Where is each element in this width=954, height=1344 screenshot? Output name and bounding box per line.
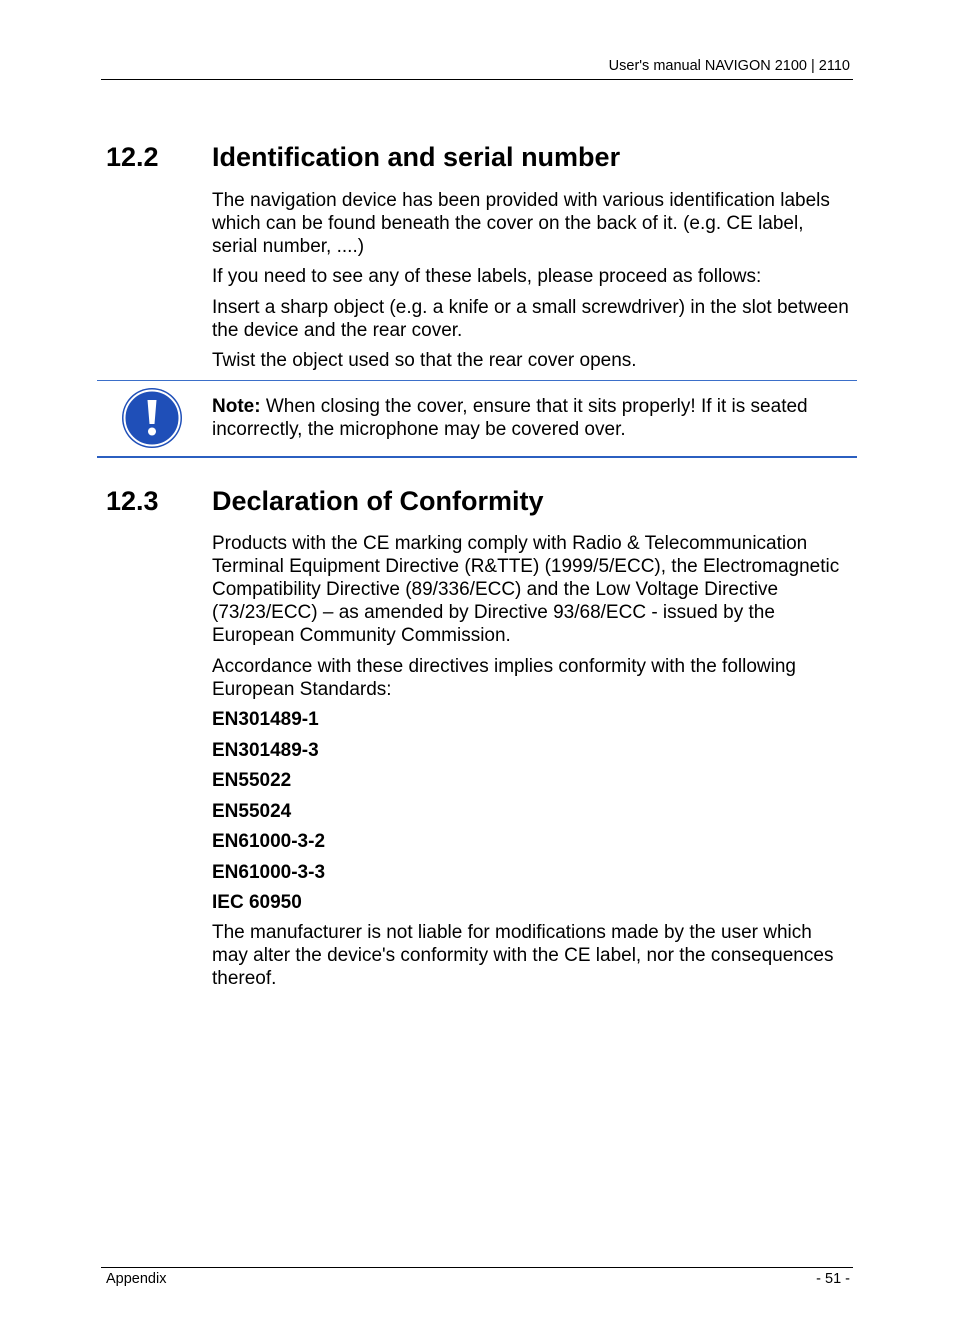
section-number: 12.3 bbox=[106, 486, 159, 516]
standard-item: EN55024 bbox=[212, 801, 292, 822]
paragraph: Insert a sharp object (e.g. a knife or a small screwdriver) in the slot between the device and the rear cover. bbox=[212, 297, 849, 341]
paragraph: The navigation device has been provided with various identification labels which can be found beneath the cover on the back of it. (e.g. CE label, serial number, ....) bbox=[212, 190, 830, 257]
standard-item: EN61000-3-3 bbox=[212, 862, 326, 883]
standard-item: EN55022 bbox=[212, 770, 292, 791]
paragraph: Twist the object used so that the rear cover opens. bbox=[212, 350, 637, 371]
footer-chapter: Appendix bbox=[106, 1271, 167, 1287]
standard-item: EN301489-1 bbox=[212, 709, 319, 730]
note-top-rule bbox=[97, 380, 857, 381]
section-title: Declaration of Conformity bbox=[212, 486, 544, 516]
footer-rule bbox=[101, 1267, 853, 1268]
exclamation-icon bbox=[121, 387, 183, 449]
paragraph: Accordance with these directives implies conformity with the following European Standards: bbox=[212, 656, 796, 700]
standard-item: EN61000-3-2 bbox=[212, 831, 326, 852]
note-label: Note: bbox=[212, 396, 261, 417]
standard-item: IEC 60950 bbox=[212, 892, 302, 913]
paragraph: If you need to see any of these labels, please proceed as follows: bbox=[212, 266, 762, 287]
section-title: Identification and serial number bbox=[212, 142, 621, 172]
header-rule bbox=[101, 79, 853, 80]
header-text: User's manual NAVIGON 2100 | 2110 bbox=[608, 58, 850, 74]
paragraph: Products with the CE marking comply with Radio & Telecommunication Terminal Equipment Directive (R&TTE) (1999/5/ECC), the Electromagnetic Compatibility Directive (89/336/ECC) and the Low Voltage Directive (73/23/ECC) – as amended by Directive 93/68/ECC - issued by the European Community Commission. bbox=[212, 533, 840, 646]
note-text bbox=[212, 395, 852, 441]
standard-item: EN301489-3 bbox=[212, 740, 319, 761]
paragraph: The manufacturer is not liable for modifications made by the user which may alter the device's conformity with the CE label, nor the consequences thereof. bbox=[212, 922, 834, 989]
section-number: 12.2 bbox=[106, 142, 159, 172]
note-bottom-rule bbox=[97, 456, 857, 458]
note-body: When closing the cover, ensure that it sits properly! If it is seated incorrectly, the microphone may be covered over. bbox=[212, 396, 808, 440]
page-number: - 51 - bbox=[816, 1271, 850, 1287]
